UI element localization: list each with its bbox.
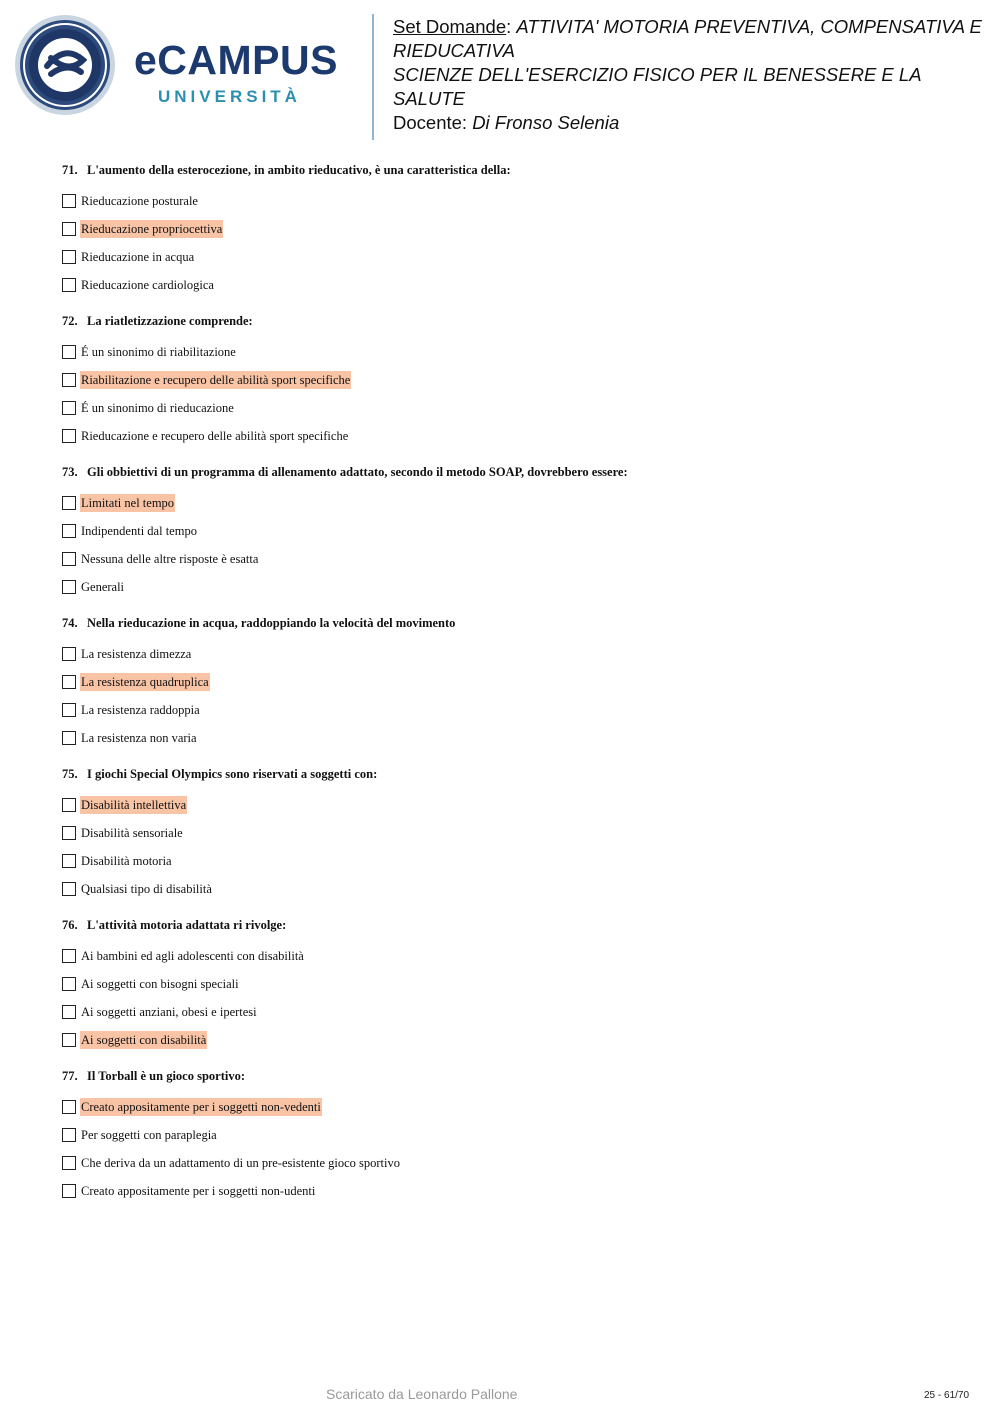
answer-option[interactable]	[62, 489, 962, 517]
question-title	[62, 313, 962, 329]
answer-option[interactable]	[62, 791, 962, 819]
answer-checkbox[interactable]	[62, 580, 76, 594]
answer-label: La resistenza non varia	[81, 731, 197, 745]
answer-option[interactable]	[62, 338, 962, 366]
answer-checkbox[interactable]	[62, 1100, 76, 1114]
header-divider	[372, 14, 374, 140]
answer-option[interactable]	[62, 847, 962, 875]
correct-answer-label: La resistenza quadruplica	[81, 675, 209, 689]
answer-option[interactable]	[62, 875, 962, 903]
question-71	[62, 162, 962, 299]
answer-label: Generali	[81, 580, 125, 594]
course-title-line-2: RIEDUCATIVA	[393, 40, 515, 61]
answer-option[interactable]	[62, 517, 962, 545]
answer-checkbox[interactable]	[62, 675, 76, 689]
teacher-label: Docente	[393, 112, 462, 133]
answer-checkbox[interactable]	[62, 703, 76, 717]
answer-option[interactable]	[62, 394, 962, 422]
answer-checkbox[interactable]	[62, 731, 76, 745]
answer-label: Che deriva da un adattamento di un pre-esistente gioco sportivo	[81, 1156, 401, 1170]
question-number: 72.	[62, 314, 78, 328]
answer-checkbox[interactable]	[62, 222, 76, 236]
answer-checkbox[interactable]	[62, 854, 76, 868]
question-74	[62, 615, 962, 752]
answer-checkbox[interactable]	[62, 1033, 76, 1047]
answer-label: La resistenza dimezza	[81, 647, 192, 661]
answer-label: Disabilità sensoriale	[81, 826, 183, 840]
answer-label: Ai soggetti con bisogni speciali	[81, 977, 239, 991]
program-line-2: SALUTE	[393, 88, 465, 109]
question-title	[62, 615, 962, 631]
answer-label: Ai soggetti anziani, obesi e ipertesi	[81, 1005, 257, 1019]
question-75	[62, 766, 962, 903]
answer-option[interactable]	[62, 422, 962, 450]
answer-option[interactable]	[62, 366, 962, 394]
question-text: Gli obbiettivi di un programma di allenamento adattato, secondo il metodo SOAP, dovrebbero essere:	[87, 465, 628, 479]
answer-option[interactable]	[62, 1093, 962, 1121]
answer-checkbox[interactable]	[62, 1005, 76, 1019]
answer-option[interactable]	[62, 1026, 962, 1054]
answer-checkbox[interactable]	[62, 647, 76, 661]
answer-option[interactable]	[62, 187, 962, 215]
question-text: I giochi Special Olympics sono riservati a soggetti con:	[87, 767, 378, 781]
answer-checkbox[interactable]	[62, 882, 76, 896]
answer-label: É un sinonimo di riabilitazione	[81, 345, 236, 359]
answer-label: Indipendenti dal tempo	[81, 524, 197, 538]
program-line-1: SCIENZE DELL'ESERCIZIO FISICO PER IL BENESSERE E LA	[393, 64, 922, 85]
answer-checkbox[interactable]	[62, 401, 76, 415]
question-72	[62, 313, 962, 450]
answer-label: Ai bambini ed agli adolescenti con disabilità	[81, 949, 304, 963]
answer-option[interactable]	[62, 942, 962, 970]
answer-option[interactable]	[62, 545, 962, 573]
answer-option[interactable]	[62, 271, 962, 299]
answer-option[interactable]	[62, 1121, 962, 1149]
teacher-row: Docente: Di Fronso Selenia	[393, 112, 620, 133]
correct-answer-label: Ai soggetti con disabilità	[81, 1033, 207, 1047]
answer-label: Rieducazione e recupero delle abilità sport specifiche	[81, 429, 349, 443]
answer-option[interactable]	[62, 640, 962, 668]
question-number: 71.	[62, 163, 78, 177]
question-number: 75.	[62, 767, 78, 781]
answer-label: Rieducazione in acqua	[81, 250, 195, 264]
answer-checkbox[interactable]	[62, 429, 76, 443]
correct-answer-label: Limitati nel tempo	[81, 496, 175, 510]
question-text: La riatletizzazione comprende:	[87, 314, 253, 328]
answer-label: La resistenza raddoppia	[81, 703, 200, 717]
question-text: Nella rieducazione in acqua, raddoppiando la velocità del movimento	[87, 616, 456, 630]
answer-checkbox[interactable]	[62, 977, 76, 991]
question-number: 74.	[62, 616, 78, 630]
question-text: L'aumento della esterocezione, in ambito rieducativo, è una caratteristica della:	[87, 163, 511, 177]
answer-option[interactable]	[62, 970, 962, 998]
set-label: Set Domande	[393, 16, 507, 37]
answer-label: Disabilità motoria	[81, 854, 172, 868]
answer-checkbox[interactable]	[62, 1184, 76, 1198]
answer-option[interactable]	[62, 243, 962, 271]
course-title-line-1: ATTIVITA' MOTORIA PREVENTIVA, COMPENSATIVA E	[516, 16, 982, 37]
answer-label: Rieducazione cardiologica	[81, 278, 214, 292]
answer-checkbox[interactable]	[62, 1128, 76, 1142]
answer-option[interactable]	[62, 696, 962, 724]
question-77	[62, 1068, 962, 1205]
answer-checkbox[interactable]	[62, 826, 76, 840]
question-title	[62, 917, 962, 933]
answer-label: É un sinonimo di rieducazione	[81, 401, 234, 415]
answer-option[interactable]	[62, 819, 962, 847]
correct-answer-label: Creato appositamente per i soggetti non-vedenti	[81, 1100, 321, 1114]
course-row: Set Domande: ATTIVITA' MOTORIA PREVENTIVA, COMPENSATIVA E	[393, 16, 982, 37]
answer-option[interactable]	[62, 215, 962, 243]
answer-checkbox[interactable]	[62, 1156, 76, 1170]
teacher-name: Di Fronso Selenia	[472, 112, 620, 133]
answer-label: Creato appositamente per i soggetti non-udenti	[81, 1184, 316, 1198]
page-reference: 25 - 61/70	[924, 1390, 970, 1401]
answer-label: Qualsiasi tipo di disabilità	[81, 882, 212, 896]
brand-subtitle: UNIVERSITÀ	[158, 87, 301, 106]
answer-checkbox[interactable]	[62, 278, 76, 292]
question-number: 77.	[62, 1069, 78, 1083]
question-number: 73.	[62, 465, 78, 479]
answer-option[interactable]	[62, 724, 962, 752]
document-header	[393, 15, 1000, 135]
answer-checkbox[interactable]	[62, 552, 76, 566]
answer-checkbox[interactable]	[62, 345, 76, 359]
question-number: 76.	[62, 918, 78, 932]
question-73	[62, 464, 962, 601]
answer-checkbox[interactable]	[62, 524, 76, 538]
answer-checkbox[interactable]	[62, 194, 76, 208]
answer-label: Per soggetti con paraplegia	[81, 1128, 217, 1142]
answer-checkbox[interactable]	[62, 949, 76, 963]
answer-checkbox[interactable]	[62, 373, 76, 387]
answer-checkbox[interactable]	[62, 798, 76, 812]
question-title	[62, 162, 962, 178]
question-title	[62, 464, 962, 480]
correct-answer-label: Disabilità intellettiva	[81, 798, 187, 812]
university-seal-logo	[14, 14, 116, 116]
answer-option[interactable]	[62, 1177, 962, 1205]
answer-label: Nessuna delle altre risposte è esatta	[81, 552, 259, 566]
answer-option[interactable]	[62, 998, 962, 1026]
answer-option[interactable]	[62, 1149, 962, 1177]
answer-checkbox[interactable]	[62, 250, 76, 264]
answer-label: Rieducazione posturale	[81, 194, 198, 208]
answer-checkbox[interactable]	[62, 496, 76, 510]
question-text: L'attività motoria adattata ri rivolge:	[87, 918, 287, 932]
answer-option[interactable]	[62, 573, 962, 601]
question-text: Il Torball è un gioco sportivo:	[87, 1069, 246, 1083]
correct-answer-label: Riabilitazione e recupero delle abilità sport specifiche	[81, 373, 351, 387]
question-title	[62, 1068, 962, 1084]
download-watermark: Scaricato da Leonardo Pallone	[326, 1386, 518, 1402]
brand-wordmark: eCAMPUS	[134, 37, 338, 83]
correct-answer-label: Rieducazione propriocettiva	[81, 222, 223, 236]
question-title	[62, 766, 962, 782]
seal-icon	[14, 14, 116, 116]
question-76	[62, 917, 962, 1054]
answer-option[interactable]	[62, 668, 962, 696]
